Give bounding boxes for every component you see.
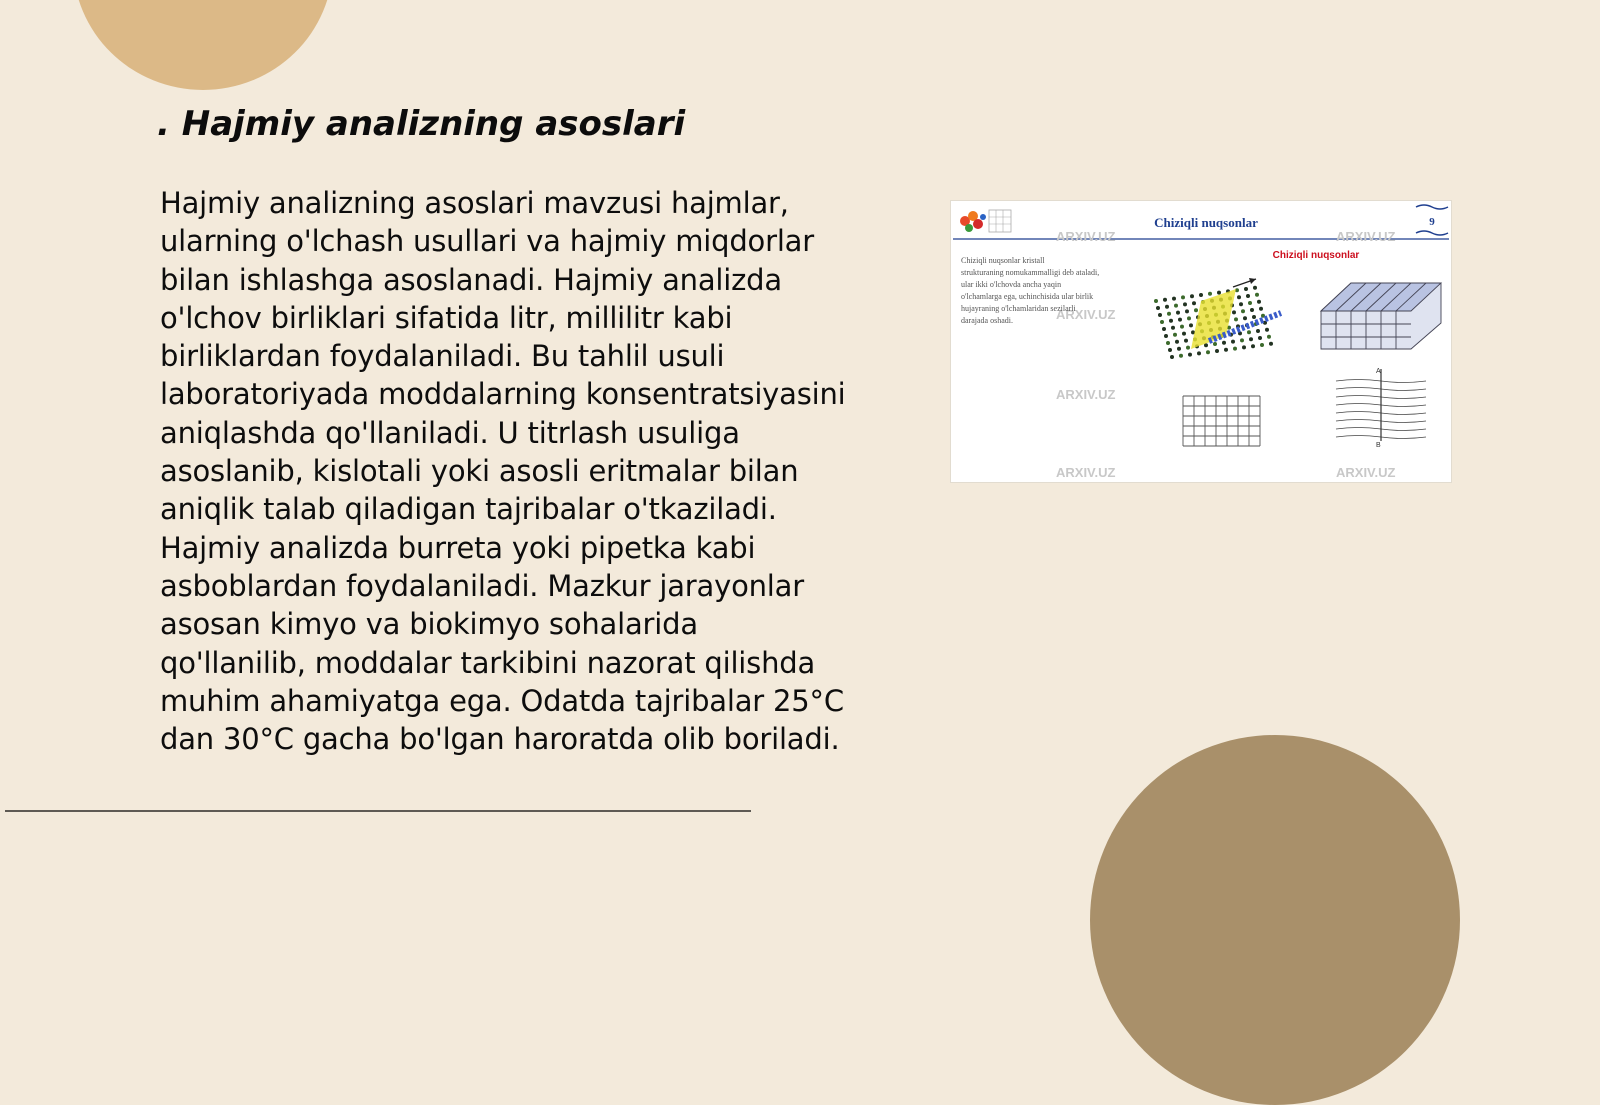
lattice-atom (1168, 348, 1172, 352)
lattice-atom (1253, 286, 1257, 290)
image-page-number: 9 (1429, 216, 1435, 228)
paragraph-line: o'lchamlarga ega, uchinchisida ular birlik (961, 292, 1094, 301)
edge-dislocation-block (1321, 283, 1441, 349)
watermark: ARXIV.UZ (1336, 229, 1396, 244)
lattice-atom (1269, 342, 1273, 346)
lattice-atom (1265, 328, 1269, 332)
paragraph-line: ular ikki o'lchovda ancha yaqin (961, 280, 1062, 289)
lattice-atom (1258, 336, 1262, 340)
lattice-atom (1240, 338, 1244, 342)
lattice-atom (1178, 318, 1182, 322)
lattice-atom (1188, 353, 1192, 357)
paragraph-line: Chiziqli nuqsonlar kristall (961, 256, 1045, 265)
image-header-title: Chiziqli nuqsonlar (1154, 215, 1258, 230)
lattice-atom (1189, 323, 1193, 327)
lattice-atom (1167, 312, 1171, 316)
lattice-atom (1243, 316, 1247, 320)
lattice-atom (1257, 300, 1261, 304)
lattice-atom (1256, 329, 1260, 333)
lattice-atom (1172, 297, 1176, 301)
watermark: ARXIV.UZ (1056, 307, 1116, 322)
lattice-atom (1237, 295, 1241, 299)
lattice-atom (1241, 309, 1245, 313)
arrow-head-icon (1249, 278, 1256, 284)
lattice-atom (1171, 326, 1175, 330)
decorative-circle-bottom (1090, 735, 1460, 1105)
lattice-atom (1192, 301, 1196, 305)
lattice-atom (1213, 342, 1217, 346)
lattice-atom (1252, 315, 1256, 319)
logo-icon (960, 210, 1011, 232)
lattice-atom (1244, 287, 1248, 291)
wave-icon (1416, 205, 1448, 209)
lattice-atom (1179, 354, 1183, 358)
embedded-slide-image (950, 200, 1452, 483)
lattice-atom (1251, 344, 1255, 348)
lattice-atom (1182, 332, 1186, 336)
slide-image-canvas (951, 201, 1451, 482)
lattice-atom (1194, 308, 1198, 312)
paragraph-line: darajada oshadi. (961, 316, 1013, 325)
lattice-atom (1217, 291, 1221, 295)
lattice-atom (1166, 341, 1170, 345)
lattice-atom (1160, 320, 1164, 324)
lattice-atom (1250, 308, 1254, 312)
lattice-atom (1247, 330, 1251, 334)
lattice-atom (1186, 346, 1190, 350)
lattice-atom (1234, 317, 1238, 321)
paragraph-line: hujayraning o'lchamlaridan sezilarli (961, 304, 1076, 313)
watermark: ARXIV.UZ (1056, 387, 1116, 402)
lattice-atom (1180, 325, 1184, 329)
lattice-atom (1242, 345, 1246, 349)
lattice-atom (1158, 313, 1162, 317)
lattice-atom (1176, 311, 1180, 315)
lattice-atom (1156, 306, 1160, 310)
lattice-atom (1163, 298, 1167, 302)
lattice-atom (1184, 339, 1188, 343)
watermark: ARXIV.UZ (1056, 229, 1116, 244)
lattice-atom (1162, 327, 1166, 331)
lattice-atom (1260, 343, 1264, 347)
lattice-atom (1183, 302, 1187, 306)
lattice-atom (1181, 295, 1185, 299)
lattice-atom (1249, 337, 1253, 341)
lattice-atom (1177, 347, 1181, 351)
lattice-atom (1173, 333, 1177, 337)
lattice-atom (1267, 335, 1271, 339)
lattice-atom (1190, 294, 1194, 298)
lattice-atom (1175, 340, 1179, 344)
watermark: ARXIV.UZ (1056, 465, 1116, 480)
lattice-atom (1199, 293, 1203, 297)
lattice-atom (1259, 307, 1263, 311)
lattice-atom (1165, 305, 1169, 309)
axis-label-b: B (1376, 442, 1381, 449)
watermark: ARXIV.UZ (1336, 465, 1396, 480)
lattice-atom (1233, 347, 1237, 351)
lattice-atom (1255, 293, 1259, 297)
watermark-group (1056, 229, 1396, 480)
lattice-atom (1197, 351, 1201, 355)
lattice-atom (1187, 316, 1191, 320)
square-lattice-small (1183, 396, 1260, 446)
lattice-atom (1239, 302, 1243, 306)
lattice-atom (1208, 292, 1212, 296)
lattice-atom (1185, 309, 1189, 313)
lattice-atom (1174, 304, 1178, 308)
lattice-atom (1231, 340, 1235, 344)
image-subtitle: Chiziqli nuqsonlar (1272, 250, 1360, 261)
paragraph-line: strukturaning nomukammalligi deb ataladi, (961, 268, 1100, 277)
lattice-atom (1206, 350, 1210, 354)
lattice-atom (1164, 334, 1168, 338)
lattice-atom (1232, 310, 1236, 314)
lattice-atom (1154, 299, 1158, 303)
lattice-atom (1222, 341, 1226, 345)
lattice-atom (1169, 319, 1173, 323)
lattice-atom (1170, 355, 1174, 359)
divider-line (5, 810, 751, 812)
dislocation-plane (1191, 289, 1236, 349)
wave-icon (1416, 231, 1448, 235)
lattice-atom (1246, 294, 1250, 298)
slide-body-text: Hajmiy analizning asoslari mavzusi hajmlar, ularning o'lchash usullari va hajmiy miqdorlar bilan ishlashga asoslanadi. Hajmiy analizda o'lchov birliklari sifatida litr, millilitr kabi birliklardan foydalaniladi. Bu tahlil usuli laboratoriyada moddalarning konsentratsiyasini aniqlashda qo'llaniladi. U titrlash usuliga asoslanib, kislotali yoki asosli eritmalar bilan aniqlik talab qiladigan tajribalar o'tkaziladi. Hajmiy analizda burreta yoki pipetka kabi asboblardan foydalaniladi. Mazkur jarayonlar asosan kimyo va biokimyo sohalarida qo'llanilib, moddalar tarkibini nazorat qilishda muhim ahamiyatga ega. Odatda tajribalar 25°C dan 30°C gacha bo'lgan haroratda olib boriladi. (160, 186, 846, 757)
slide-title: . Hajmiy analizning asoslari (157, 104, 686, 144)
lattice-atom (1215, 349, 1219, 353)
axis-label-a: A (1376, 368, 1381, 375)
lattice-atom (1248, 301, 1252, 305)
screw-dislocation-diagram (1336, 368, 1426, 449)
lattice-atom (1224, 348, 1228, 352)
decorative-circle-top (73, 0, 333, 90)
crystal-lattice-diagram (1154, 278, 1281, 359)
